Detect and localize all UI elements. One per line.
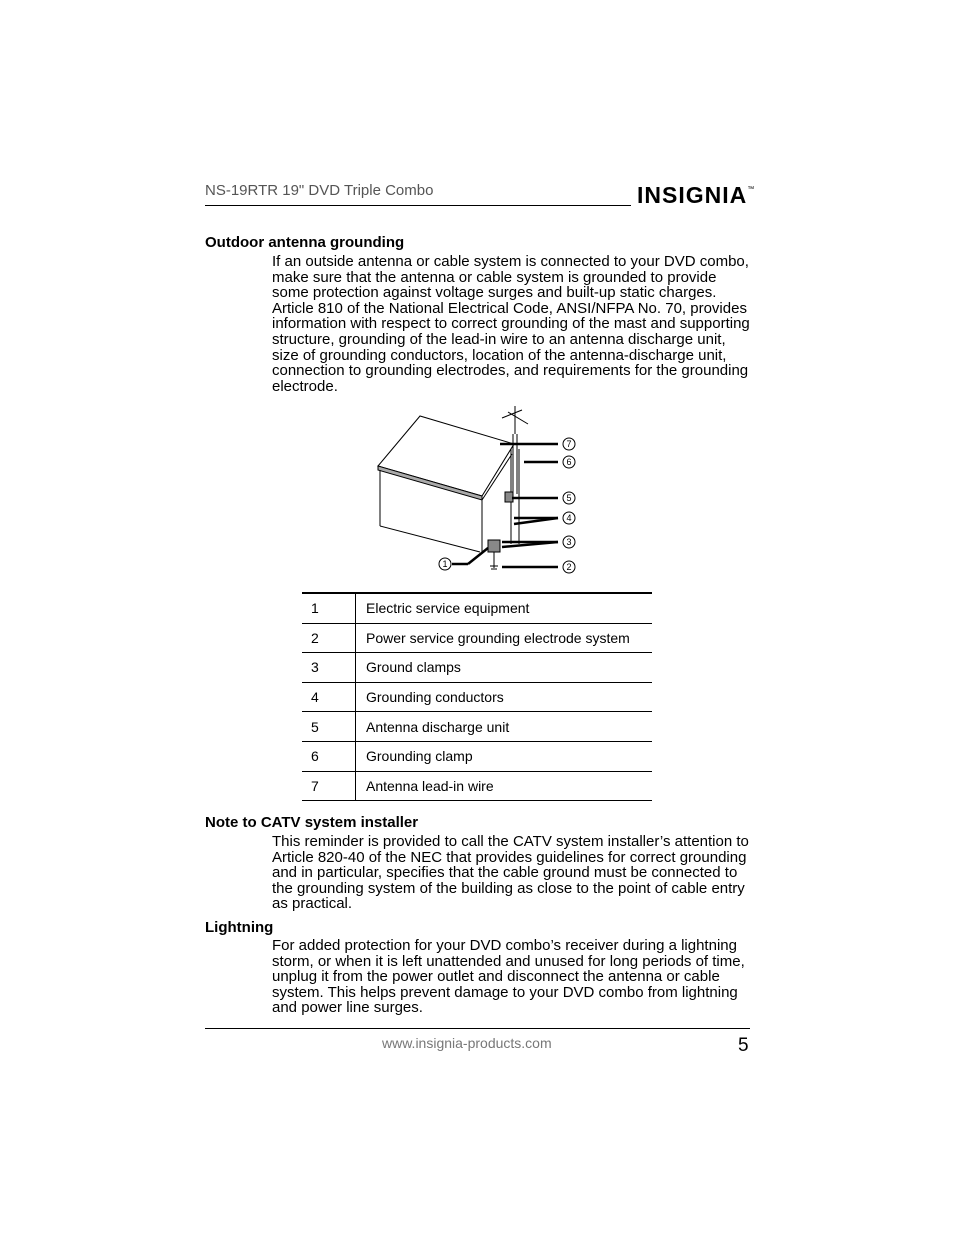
legend-num: 6	[302, 741, 356, 771]
callout-6: 6	[566, 457, 572, 467]
footer-rule	[205, 1028, 750, 1029]
table-row	[302, 712, 652, 742]
callout-2: 2	[566, 562, 572, 572]
heading-catv: Note to CATV system installer	[205, 814, 419, 831]
legend-desc: Antenna lead-in wire	[356, 771, 653, 801]
legend-num: 4	[302, 682, 356, 712]
paragraph-catv: This reminder is provided to call the CATV system installer’s attention to Article 820-40 of the NEC that provides guidelines for correct grounding and in particular, specifies that the cable ground must be connected to the grounding system of the building as close to the point of cable entry as practical.	[272, 833, 749, 913]
legend-num: 5	[302, 712, 356, 742]
table-row	[302, 741, 652, 771]
callout-7: 7	[566, 439, 572, 449]
legend-desc: Grounding conductors	[356, 682, 653, 712]
legend-desc: Power service grounding electrode system	[356, 623, 653, 653]
header-rule	[205, 205, 631, 206]
legend-desc: Electric service equipment	[356, 593, 653, 623]
page-number: 5	[738, 1035, 749, 1056]
table-row	[302, 593, 652, 623]
table-row	[302, 771, 652, 801]
table-row	[302, 682, 652, 712]
legend-num: 1	[302, 593, 356, 623]
legend-table	[302, 592, 652, 801]
legend-desc: Ground clamps	[356, 653, 653, 683]
callout-3: 3	[566, 537, 572, 547]
logo-text: INSIGNIA	[637, 182, 748, 208]
legend-num: 3	[302, 653, 356, 683]
heading-outdoor-antenna: Outdoor antenna grounding	[205, 234, 405, 251]
paragraph-lightning: For added protection for your DVD combo’s receiver during a lightning storm, or when it is left unattended and unused for long periods of time, unplug it from the power outlet and disconnect the antenna or cable system. This helps prevent damage to your DVD combo from lightning and power line surges.	[272, 937, 745, 1017]
table-row	[302, 623, 652, 653]
footer-url: www.insignia-products.com	[382, 1035, 552, 1051]
brand-logo	[637, 182, 755, 209]
antenna-grounding-diagram	[372, 404, 582, 580]
header-title: NS-19RTR 19" DVD Triple Combo	[205, 182, 434, 199]
paragraph-outdoor-antenna: If an outside antenna or cable system is connected to your DVD combo, make sure that the antenna or cable system is grounded to provide some protection against voltage surges and built-up static charges. Article 810 of the National Electrical Code, ANSI/NFPA No. 70, provides information with respect to correct grounding of the mast and supporting structure, grounding of the lead-in wire to an antenna discharge unit, size of grounding conductors, location of the antenna-discharge unit, connection to grounding electrodes, and requirements for the grounding electrode.	[272, 253, 750, 395]
legend-num: 7	[302, 771, 356, 801]
legend-desc: Antenna discharge unit	[356, 712, 653, 742]
callout-1: 1	[442, 559, 448, 569]
legend-desc: Grounding clamp	[356, 741, 653, 771]
callout-5: 5	[566, 493, 572, 503]
legend-num: 2	[302, 623, 356, 653]
logo-trademark: ™	[747, 186, 756, 193]
callout-4: 4	[566, 513, 572, 523]
heading-lightning: Lightning	[205, 919, 274, 936]
table-row	[302, 653, 652, 683]
